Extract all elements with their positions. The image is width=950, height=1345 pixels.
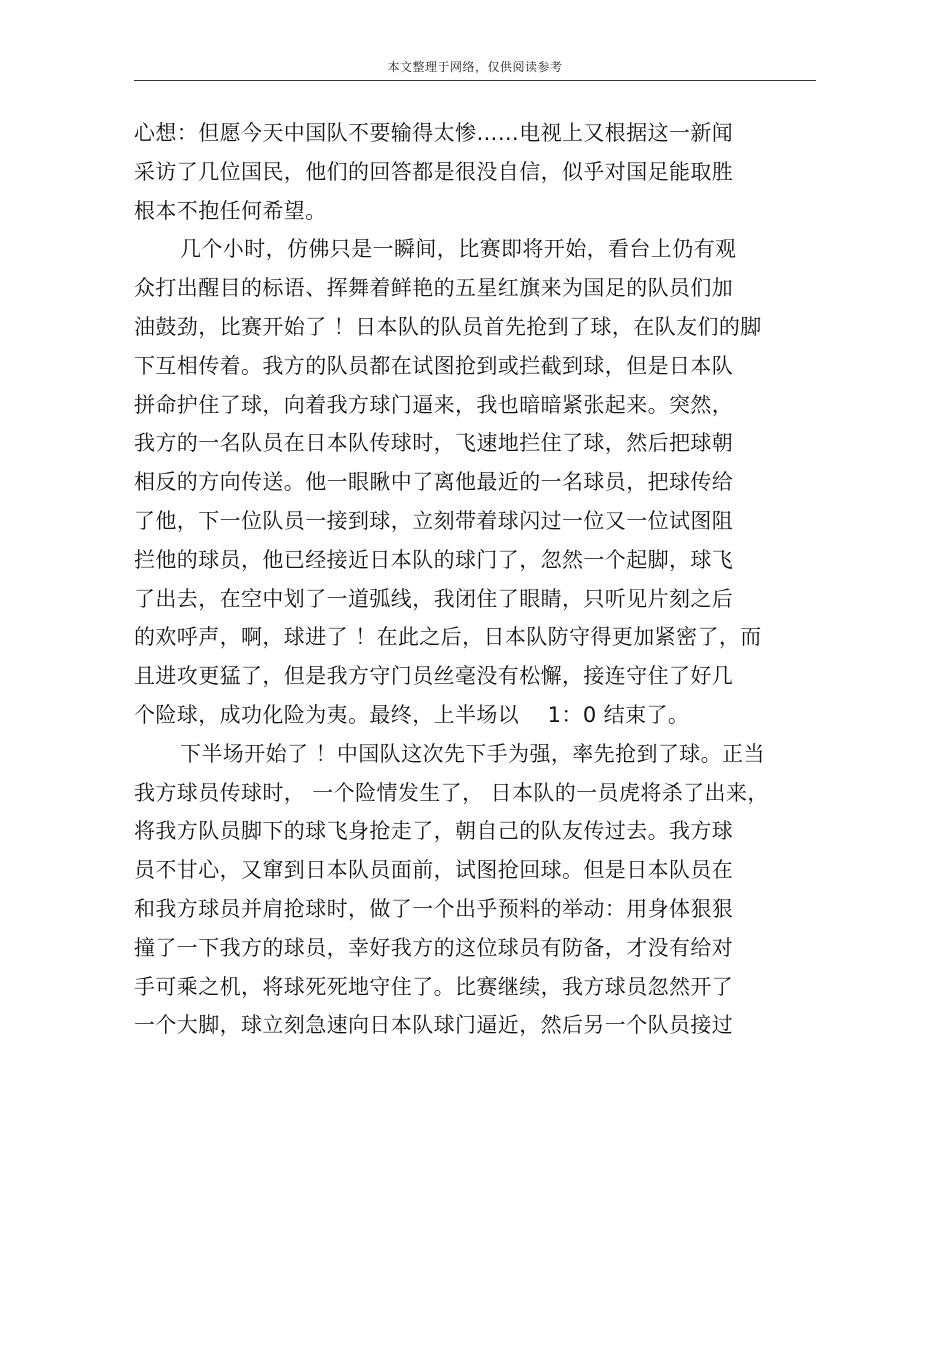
paragraph-1	[134, 114, 814, 230]
text-line: 采访了几位国民，他们的回答都是很没自信，似乎对国足能取胜	[134, 159, 734, 184]
header-note: 本文整理于网络，仅供阅读参考	[387, 60, 563, 74]
paragraph-2	[134, 230, 814, 734]
text-line: 且进攻更猛了，但是我方守门员丝毫没有松懈，接连守住了好几	[134, 664, 734, 689]
text-line: 我方的一名队员在日本队传球时，飞速地拦住了球，然后把球朝	[134, 431, 734, 456]
header-divider	[134, 80, 816, 81]
text-line: 我方球员传球时， 一个险情发生了， 日本队的一员虎将杀了出来，	[134, 780, 769, 805]
text-line: 撞了一下我方的球员，幸好我方的这位球员有防备，才没有给对	[134, 935, 734, 960]
text-line: 手可乘之机，将球死死地守住了。比赛继续，我方球员忽然开了	[134, 974, 734, 999]
text-line: 几个小时，仿佛只是一瞬间，比赛即将开始，看台上仍有观	[180, 237, 737, 262]
text-line: 心想：但愿今天中国队不要输得太惨……电视上又根据这一新闻	[134, 121, 734, 145]
text-line: 下互相传着。我方的队员都在试图抢到或拦截到球，但是日本队	[134, 353, 734, 378]
text-line: 拦他的球员，他已经接近日本队的球门了，忽然一个起脚，球飞	[134, 547, 734, 572]
text-line: 的欢呼声，啊，球进了 ！在此之后，日本队防守得更加紧密了，而	[134, 625, 762, 650]
text-line: 了出去，在空中划了一道弧线，我闭住了眼睛，只听见片刻之后	[134, 586, 734, 611]
text-line: 相反的方向传送。他一眼瞅中了离他最近的一名球员，把球传给	[134, 470, 734, 495]
text-line: 油鼓劲，比赛开始了 ！日本队的队员首先抢到了球，在队友们的脚	[134, 314, 762, 339]
document-body	[134, 114, 814, 1045]
text-line: 众打出醒目的标语、挥舞着鲜艳的五星红旗来为国足的队员们加	[134, 276, 734, 301]
text-line: 员不甘心，又窜到日本队员面前，试图抢回球。但是日本队员在	[134, 858, 734, 883]
text-line: 拼命护住了球，向着我方球门逼来，我也暗暗紧张起来。突然，	[134, 392, 734, 417]
text-line: 个险球，成功化险为夷。最终，上半场以 1：0 结束了。	[134, 702, 690, 727]
text-line: 一个大脚，球立刻急速向日本队球门逼近，然后另一个队员接过	[134, 1013, 734, 1038]
text-line: 了他，下一位队员一接到球，立刻带着球闪过一位又一位试图阻	[134, 508, 734, 533]
paragraph-3	[134, 735, 814, 1045]
text-line: 和我方球员并肩抢球时，做了一个出乎预料的举动：用身体狠狠	[134, 896, 734, 921]
text-line: 将我方队员脚下的球飞身抢走了，朝自己的队友传过去。我方球	[134, 819, 734, 844]
text-line: 下半场开始了 ！中国队这次先下手为强，率先抢到了球。正当	[180, 741, 765, 766]
text-line: 根本不抱任何希望。	[134, 198, 327, 223]
